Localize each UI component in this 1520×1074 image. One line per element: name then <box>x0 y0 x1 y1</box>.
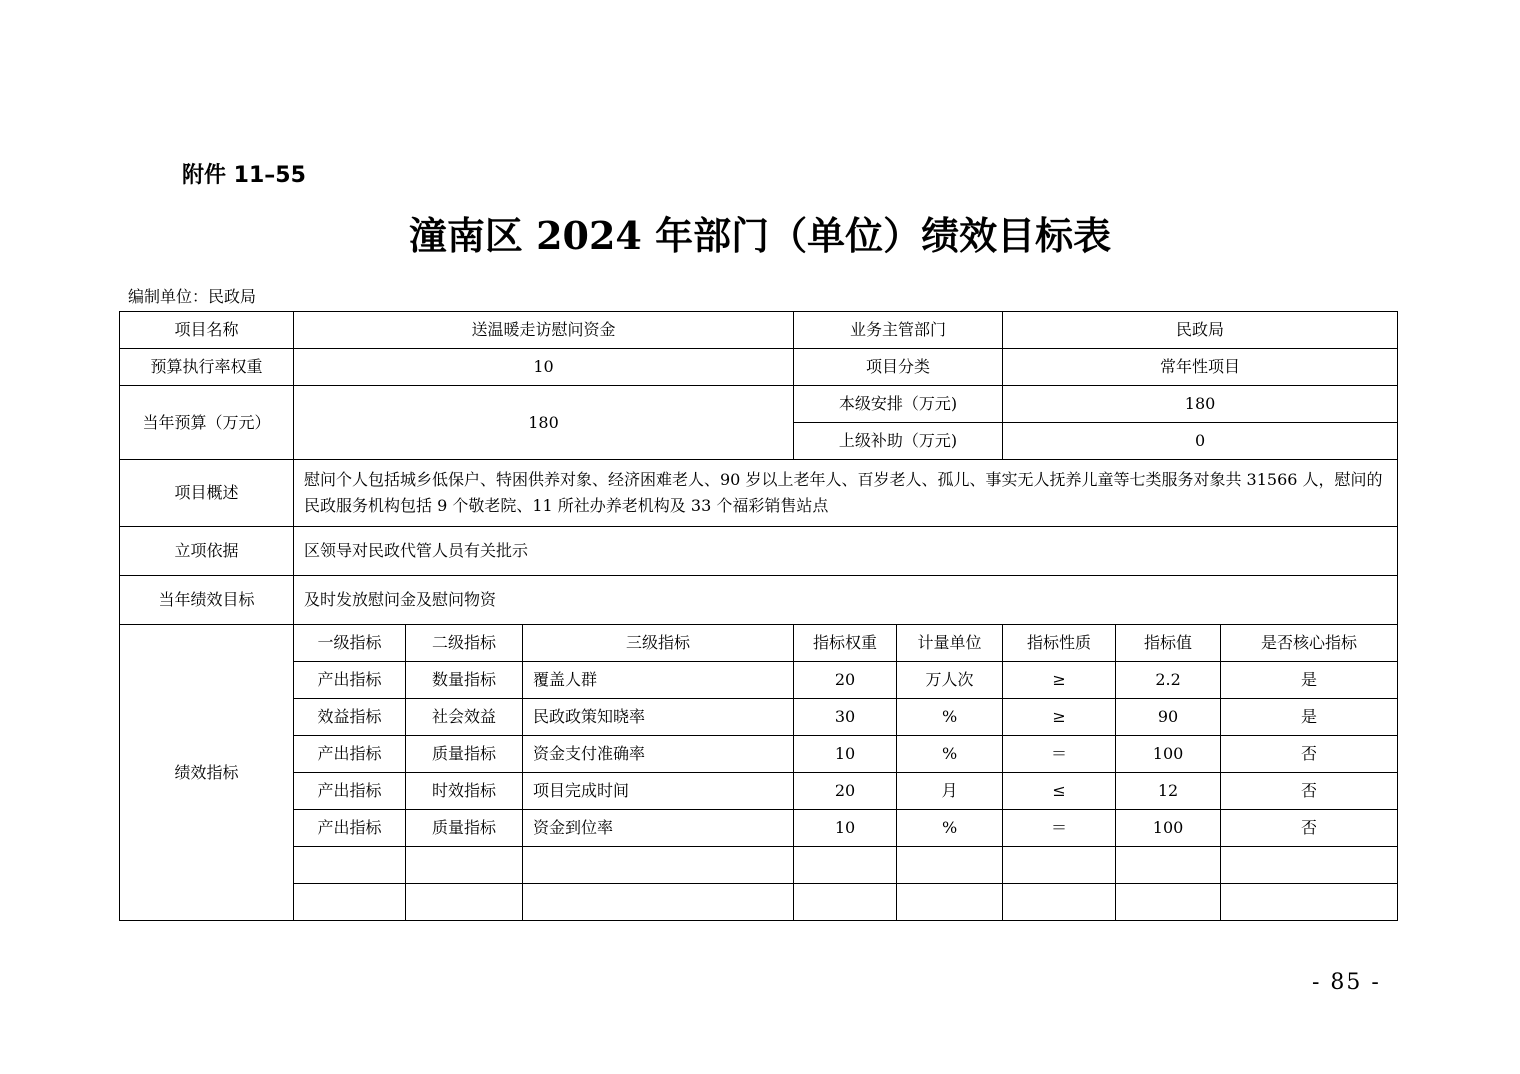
exec-weight-label: 预算执行率权重 <box>120 349 294 386</box>
level3-cell: 项目完成时间 <box>523 773 794 810</box>
superior-value: 0 <box>1003 423 1398 460</box>
project-name-row <box>120 312 1398 349</box>
value-cell: 2.2 <box>1116 662 1221 699</box>
dept-label: 业务主管部门 <box>794 312 1003 349</box>
column-header: 指标权重 <box>794 625 897 662</box>
level2-cell: 社会效益 <box>406 699 523 736</box>
unit-cell: % <box>897 810 1003 847</box>
column-header: 计量单位 <box>897 625 1003 662</box>
overview-label: 项目概述 <box>120 460 294 527</box>
basis-row <box>120 527 1398 576</box>
core-cell: 否 <box>1221 810 1398 847</box>
goal-row <box>120 576 1398 625</box>
table-row <box>120 773 1398 810</box>
unit-cell: 月 <box>897 773 1003 810</box>
level3-cell: 覆盖人群 <box>523 662 794 699</box>
nature-cell: ≥ <box>1003 662 1116 699</box>
column-header: 指标性质 <box>1003 625 1116 662</box>
unit-cell: % <box>897 736 1003 773</box>
level2-cell: 时效指标 <box>406 773 523 810</box>
exec-weight-row <box>120 349 1398 386</box>
indicators-section-label: 绩效指标 <box>120 625 294 921</box>
overview-row <box>120 460 1398 527</box>
table-row <box>120 810 1398 847</box>
column-header: 指标值 <box>1116 625 1221 662</box>
core-cell: 是 <box>1221 699 1398 736</box>
overview-text: 慰问个人包括城乡低保户、特困供养对象、经济困难老人、90 岁以上老年人、百岁老人、孤儿、事实无人抚养儿童等七类服务对象共 31566 人，慰问的民政服务机构包括 9 个敬老院、11 所社办养老机构及 33 个福彩销售站点 <box>294 460 1398 527</box>
weight-cell: 30 <box>794 699 897 736</box>
table-row <box>120 699 1398 736</box>
table-row <box>120 736 1398 773</box>
indicator-header-row <box>120 625 1398 662</box>
core-cell: 否 <box>1221 773 1398 810</box>
level1-cell: 产出指标 <box>294 662 406 699</box>
compiler-line: 编制单位：民政局 <box>128 287 257 306</box>
budget-row <box>120 386 1398 423</box>
core-cell: 否 <box>1221 736 1398 773</box>
level2-cell: 质量指标 <box>406 736 523 773</box>
local-label: 本级安排（万元) <box>794 386 1003 423</box>
performance-target-table <box>119 311 1398 921</box>
column-header: 是否核心指标 <box>1221 625 1398 662</box>
column-header: 二级指标 <box>406 625 523 662</box>
level2-cell: 质量指标 <box>406 810 523 847</box>
level2-cell: 数量指标 <box>406 662 523 699</box>
basis-label: 立项依据 <box>120 527 294 576</box>
unit-cell: % <box>897 699 1003 736</box>
level1-cell: 产出指标 <box>294 810 406 847</box>
weight-cell: 10 <box>794 810 897 847</box>
level1-cell: 产出指标 <box>294 736 406 773</box>
category-value: 常年性项目 <box>1003 349 1398 386</box>
project-name-label: 项目名称 <box>120 312 294 349</box>
column-header: 一级指标 <box>294 625 406 662</box>
page-number: - 85 - <box>1312 970 1381 995</box>
nature-cell: ＝ <box>1003 736 1116 773</box>
value-cell: 100 <box>1116 736 1221 773</box>
weight-cell: 10 <box>794 736 897 773</box>
level1-cell: 效益指标 <box>294 699 406 736</box>
level3-cell: 资金支付准确率 <box>523 736 794 773</box>
page-title: 潼南区 2024 年部门（单位）绩效目标表 <box>408 213 1112 258</box>
empty-row <box>120 884 1398 921</box>
basis-text: 区领导对民政代管人员有关批示 <box>294 527 1398 576</box>
level1-cell: 产出指标 <box>294 773 406 810</box>
weight-cell: 20 <box>794 662 897 699</box>
level3-cell: 资金到位率 <box>523 810 794 847</box>
attachment-number: 附件 11–55 <box>182 163 306 188</box>
goal-text: 及时发放慰问金及慰问物资 <box>294 576 1398 625</box>
superior-label: 上级补助（万元) <box>794 423 1003 460</box>
nature-cell: ＝ <box>1003 810 1116 847</box>
value-cell: 100 <box>1116 810 1221 847</box>
exec-weight-value: 10 <box>294 349 794 386</box>
local-value: 180 <box>1003 386 1398 423</box>
weight-cell: 20 <box>794 773 897 810</box>
empty-row <box>120 847 1398 884</box>
column-header: 三级指标 <box>523 625 794 662</box>
nature-cell: ≥ <box>1003 699 1116 736</box>
unit-cell: 万人次 <box>897 662 1003 699</box>
project-name-value: 送温暖走访慰问资金 <box>294 312 794 349</box>
value-cell: 12 <box>1116 773 1221 810</box>
dept-value: 民政局 <box>1003 312 1398 349</box>
category-label: 项目分类 <box>794 349 1003 386</box>
value-cell: 90 <box>1116 699 1221 736</box>
budget-label: 当年预算（万元） <box>120 386 294 460</box>
table-row <box>120 662 1398 699</box>
budget-value: 180 <box>294 386 794 460</box>
core-cell: 是 <box>1221 662 1398 699</box>
nature-cell: ≤ <box>1003 773 1116 810</box>
level3-cell: 民政政策知晓率 <box>523 699 794 736</box>
goal-label: 当年绩效目标 <box>120 576 294 625</box>
